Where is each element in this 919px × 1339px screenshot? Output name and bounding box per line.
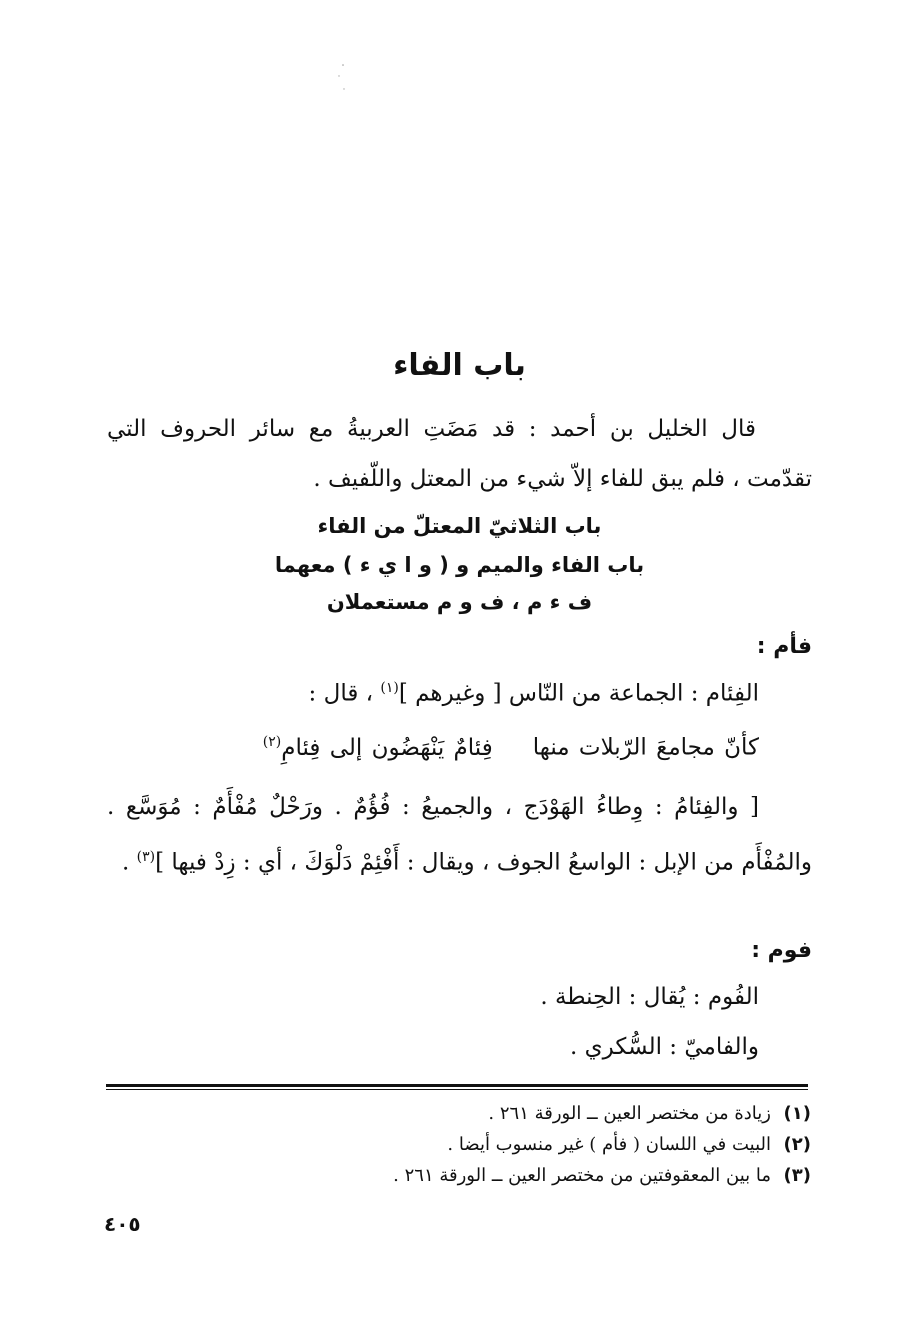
page-number: ٤٠٥ (104, 1212, 141, 1236)
entry-fawm-line-1: الفُوم : يُقال : الحِنطة . (540, 984, 759, 1010)
footnote-ref-1: (١) (380, 680, 399, 696)
entry-faam-definition (309, 680, 759, 707)
verse-hemistich-1: كأنّ مجامعَ الرّبلات منها (532, 734, 759, 761)
paragraph-end: . (122, 849, 130, 876)
subhead-fa-mim: باب الفاء والميم و ( و ا ي ء ) معهما (274, 553, 645, 577)
footnote-separator (106, 1084, 808, 1090)
footnote-text: ما بين المعقوفتين من مختصر العين ــ الورقة ٢٦١ . (393, 1165, 771, 1186)
footnote-text: البيت في اللسان ( فأم ) غير منسوب أيضا . (447, 1134, 771, 1155)
chapter-title: باب الفاء (393, 348, 526, 383)
verse-hemistich-2: فِئامٌ يَنْهَضُون إلى فِئامِ (281, 734, 493, 761)
subhead-roots-used: ف ء م ، ف و م مستعملان (326, 590, 593, 614)
subhead-trilateral: باب الثلاثيّ المعتلّ من الفاء (317, 514, 602, 538)
footnote-2 (111, 1129, 811, 1160)
definition-tail: ، قال : (308, 680, 374, 707)
entry-head-fawm: فوم : (751, 938, 812, 963)
footnotes (111, 1098, 811, 1191)
footnote-text: زيادة من مختصر العين ــ الورقة ٢٦١ . (488, 1103, 771, 1124)
footnote-number: (١) (783, 1103, 811, 1124)
entry-head-faam: فأم : (756, 634, 812, 659)
poetry-verse (263, 734, 759, 761)
footnote-number: (٢) (783, 1134, 811, 1155)
footnote-number: (٣) (783, 1165, 811, 1186)
footnote-1 (111, 1098, 811, 1129)
entry-faam-paragraph (107, 782, 812, 888)
entry-fawm-line-2: والفاميّ : السُّكري . (570, 1034, 759, 1060)
intro-paragraph: قال الخليل بن أحمد : قد مَضَتِ العربيةُ مع سائر الحروف التي تقدّمت ، فلم يبق للفاء إلاّ شيء من المعتل واللّفيف . (107, 416, 812, 492)
definition-text: الفِئام : الجماعة من النّاس [ وغيرهم ] (398, 680, 759, 707)
footnote-3 (111, 1160, 811, 1191)
footnote-ref-3: (٣) (136, 849, 156, 865)
paragraph-text: [ والفِئامُ : وِطاءُ الهَوْدَج ، والجميعُ : فُؤُمٌ . ورَحْلٌ مُفْأَمٌ : مُوَسَّع . والمُفْأَم من الإبل : الواسعُ الجوف ، ويقال : أَفْئِمْ دَلْوَكَ ، أي : زِدْ فيها ] (107, 794, 812, 876)
footnote-ref-2: (٢) (262, 734, 282, 750)
scan-specks (336, 62, 350, 92)
